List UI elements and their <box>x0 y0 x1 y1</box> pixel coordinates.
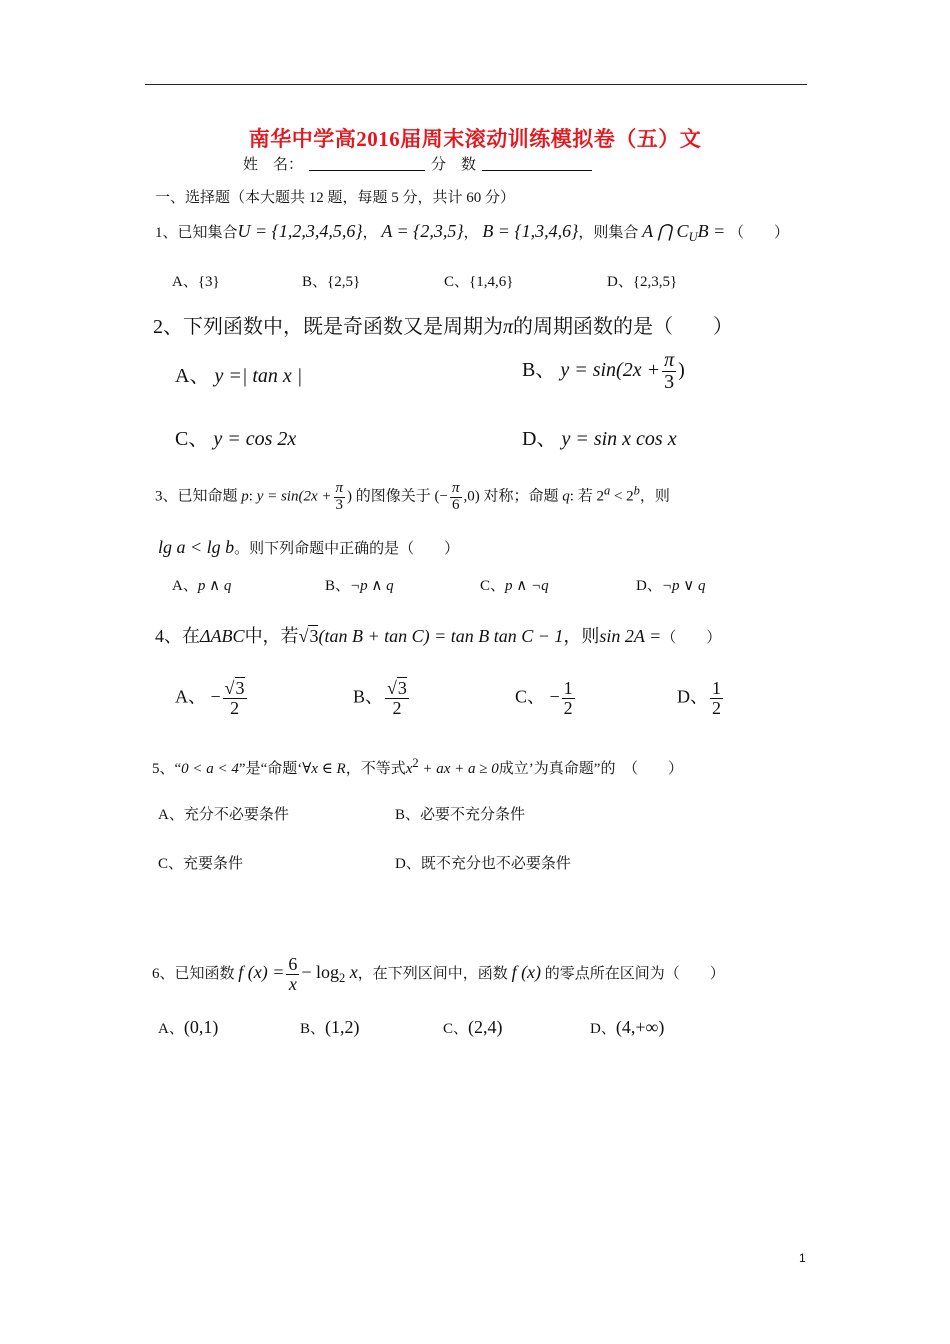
question-5-option-d[interactable]: D、既不充分也不必要条件 <box>395 856 571 872</box>
question-2-option-a[interactable]: A、 y =| tan x | <box>175 365 303 387</box>
question-2-stem: 2、下列函数中，既是奇函数又是周期为π的周期函数的是（ ） <box>153 316 734 338</box>
question-1-option-c[interactable]: C、{1,4,6} <box>444 274 514 290</box>
question-1-stem: 1、已知集合U = {1,2,3,4,5,6}， A = {2,3,5}， B = {1,3,4,6}，则集合 A ⋂ $C_UB$ = （ ） <box>155 221 790 244</box>
question-3-option-d[interactable]: D、¬p ∨ q <box>636 578 706 594</box>
question-5-option-b[interactable]: B、必要不充分条件 <box>395 807 526 823</box>
question-4-option-c[interactable]: C、 − $\frac{1}{2}$ <box>515 678 573 718</box>
question-4-option-a[interactable]: A、 − $\frac{√3}{2}$ <box>175 678 245 718</box>
question-5-option-a[interactable]: A、充分不必要条件 <box>158 807 289 823</box>
question-3-option-c[interactable]: C、p ∧ ¬q <box>480 578 549 594</box>
page-number: 1 <box>799 1251 806 1265</box>
question-6-option-d[interactable]: D、(4,+∞) <box>590 1017 665 1037</box>
question-1-option-b[interactable]: B、{2,5} <box>302 274 361 290</box>
question-2-option-b[interactable]: B、 y = sin(2x + $\frac{\pi}{3}$ ) <box>522 349 685 393</box>
question-3-option-b[interactable]: B、¬p ∧ q <box>325 578 394 594</box>
score-label: 分 数 <box>431 157 477 173</box>
question-1-option-a[interactable]: A、{3} <box>172 274 220 290</box>
question-3-stem-line-2: lg a < lg b。则下列命题中正确的是（ ） <box>158 537 460 557</box>
header-rule <box>145 84 807 85</box>
question-2-option-d[interactable]: D、 y = sin x cos x <box>522 428 677 450</box>
question-6-option-c[interactable]: C、(2,4) <box>443 1017 503 1037</box>
question-3-option-a[interactable]: A、p ∧ q <box>172 578 232 594</box>
name-blank[interactable] <box>309 156 425 171</box>
question-4-option-d[interactable]: D、 $\frac{1}{2}$ <box>677 678 721 718</box>
page-title: 南华中学高2016届周末滚动训练模拟卷（五）文 <box>248 127 702 151</box>
section-heading: 一、选择题（本大题共 12 题，每题 5 分，共计 60 分） <box>155 190 516 206</box>
score-blank[interactable] <box>482 156 592 171</box>
question-6-option-b[interactable]: B、(1,2) <box>300 1017 360 1037</box>
question-4-option-b[interactable]: B、 $\frac{√3}{2}$ <box>353 678 407 718</box>
name-label: 姓 名： <box>243 157 304 173</box>
question-5-option-c[interactable]: C、充要条件 <box>158 856 244 872</box>
question-2-option-c[interactable]: C、 y = cos 2x <box>175 428 297 450</box>
question-6-stem: 6、已知函数 f (x) = $\frac{6}{x}$ − $\log_2 x$，在下列区间中，函数 f (x) 的零点所在区间为（ ） <box>152 954 725 994</box>
name-score-line <box>243 153 592 174</box>
question-5-stem: 5、“0 < a < 4”是“命题‘∀x ∈ R，不等式$x^2$ + ax + a ≥ 0成立’为真命题”的 （ ） <box>152 756 683 777</box>
question-1-option-d[interactable]: D、{2,3,5} <box>607 274 678 290</box>
question-3-stem: 3、已知命题 p: y = sin(2x + $\frac{\pi}{3}$ ) 的图像关于 (− $\frac{\pi}{6}$ ,0) 对称；命题 q: 若 $2^a < 2^b$，则 <box>155 480 670 513</box>
question-4-stem: 4、在ΔABC中，若√3(tan B + tan C) = tan B tan C − 1，则sin 2A =（ ） <box>155 626 722 646</box>
question-6-option-a[interactable]: A、(0,1) <box>158 1017 219 1037</box>
